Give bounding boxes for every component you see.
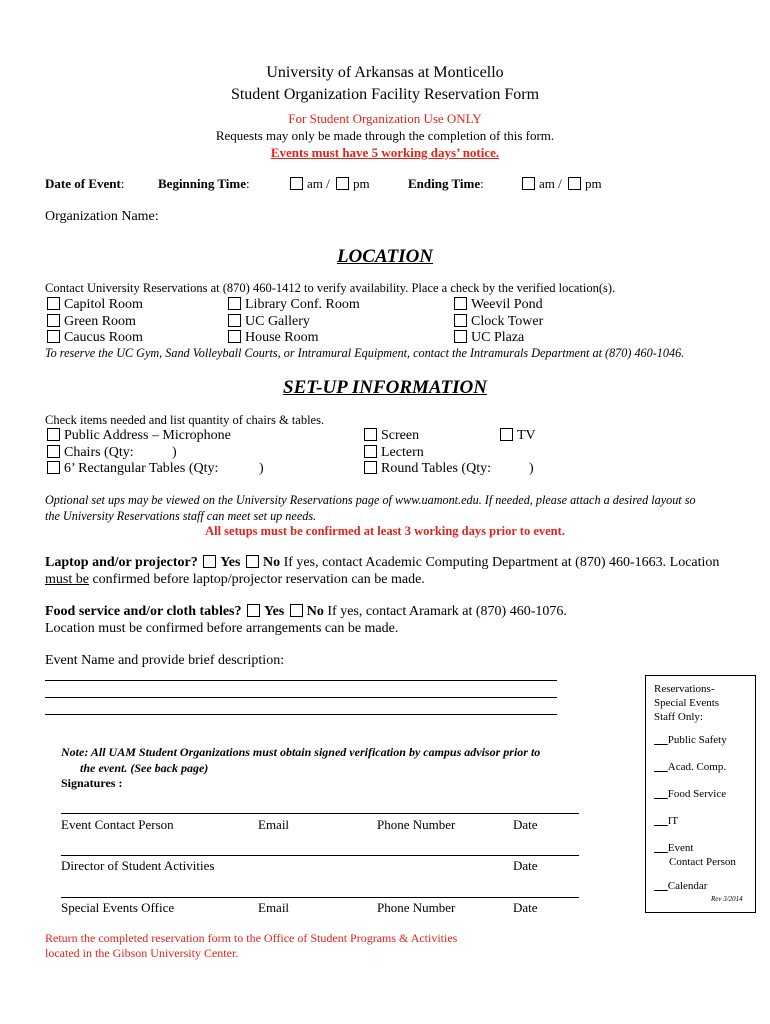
checkbox-icon[interactable] xyxy=(228,330,241,343)
food-yes-checkbox[interactable] xyxy=(247,604,260,617)
staff-item-event-contact[interactable]: Event Contact Person xyxy=(667,842,736,868)
special-events-office-label: Special Events Office xyxy=(61,900,175,915)
beginning-time-ampm: am / pm xyxy=(290,176,370,192)
setup-chairs[interactable]: Chairs (Qty: xyxy=(47,445,134,462)
location-uc-plaza[interactable]: UC Plaza xyxy=(454,330,524,347)
return-instructions-line-1: Return the completed reservation form to the Office of Student Programs & Activities xyxy=(45,931,458,945)
beginning-time-label: Beginning Time: xyxy=(158,176,250,191)
begin-pm-checkbox[interactable] xyxy=(336,177,349,190)
description-line-3[interactable] xyxy=(45,714,557,715)
ending-time-ampm: am / pm xyxy=(522,176,602,192)
setup-lectern[interactable]: Lectern xyxy=(364,445,424,462)
setup-round-tables[interactable]: Round Tables (Qty: xyxy=(364,461,491,478)
event-description-label: Event Name and provide brief description: xyxy=(45,653,285,668)
intramurals-note: To reserve the UC Gym, Sand Volleyball Courts, or Intramural Equipment, contact the Intramurals Department at (870) 460-1046. xyxy=(45,346,685,360)
description-line-1[interactable] xyxy=(45,680,557,681)
director-label: Director of Student Activities xyxy=(61,858,215,873)
signature-line-special-events[interactable] xyxy=(61,897,579,898)
checkbox-icon[interactable] xyxy=(500,428,513,441)
checkbox-icon[interactable] xyxy=(228,297,241,310)
food-no-checkbox[interactable] xyxy=(290,604,303,617)
revision-date: Rev 3/2014 xyxy=(711,895,743,903)
event-contact-person-label: Event Contact Person xyxy=(61,817,174,832)
staff-item-public-safety[interactable]: Public Safety xyxy=(667,734,727,746)
university-name: University of Arkansas at Monticello xyxy=(266,64,504,81)
checkbox-icon[interactable] xyxy=(454,314,467,327)
checkbox-icon[interactable] xyxy=(47,461,60,474)
laptop-yes-checkbox[interactable] xyxy=(203,555,216,568)
date-label: Date xyxy=(513,858,538,873)
checkbox-icon[interactable] xyxy=(47,297,60,310)
staff-item-it[interactable]: IT xyxy=(667,815,679,827)
setup-screen[interactable]: Screen xyxy=(364,428,419,445)
optional-setups-note-1: Optional set ups may be viewed on the University Reservations page of www.uamont.edu. If needed, please attach a desired layout so xyxy=(45,493,696,507)
end-pm-checkbox[interactable] xyxy=(568,177,581,190)
checkbox-icon[interactable] xyxy=(454,297,467,310)
checkbox-icon[interactable] xyxy=(454,330,467,343)
signature-line-event-contact[interactable] xyxy=(61,813,579,814)
signature-line-director[interactable] xyxy=(61,855,579,856)
food-service-line: Food service and/or cloth tables? Yes No If yes, contact Aramark at (870) 460-1076. xyxy=(45,604,567,619)
staff-box-title: Reservations- Special Events Staff Only: xyxy=(654,683,720,723)
location-clock-tower[interactable]: Clock Tower xyxy=(454,314,543,331)
checkbox-icon[interactable] xyxy=(47,428,60,441)
checkbox-icon[interactable] xyxy=(228,314,241,327)
advisor-note-line-2: the event. (See back page) xyxy=(80,761,209,775)
location-uc-gallery[interactable]: UC Gallery xyxy=(228,314,310,331)
location-capitol-room[interactable]: Capitol Room xyxy=(47,297,143,314)
checkbox-icon[interactable] xyxy=(364,445,377,458)
begin-am-checkbox[interactable] xyxy=(290,177,303,190)
date-label: Date xyxy=(513,817,538,832)
description-line-2[interactable] xyxy=(45,697,557,698)
email-label: Email xyxy=(258,900,290,915)
setup-round-tables-close: ) xyxy=(529,461,534,476)
ending-time-label: Ending Time: xyxy=(408,176,484,191)
location-green-room[interactable]: Green Room xyxy=(47,314,136,331)
location-library-conf-room[interactable]: Library Conf. Room xyxy=(228,297,360,314)
advisor-note-line-1: Note: All UAM Student Organizations must obtain signed verification by campus advisor prior to xyxy=(61,745,541,759)
setup-rect-tables[interactable]: 6’ Rectangular Tables (Qty: xyxy=(47,461,218,478)
form-title: Student Organization Facility Reservation Form xyxy=(230,86,540,103)
checkbox-icon[interactable] xyxy=(47,445,60,458)
food-confirm-line: Location must be confirmed before arrangements can be made. xyxy=(45,621,399,636)
setup-tv[interactable]: TV xyxy=(500,428,536,445)
location-house-room[interactable]: House Room xyxy=(228,330,319,347)
checkbox-icon[interactable] xyxy=(364,428,377,441)
notice-requirement: Events must have 5 working days’ notice. xyxy=(270,145,500,160)
location-heading: LOCATION xyxy=(336,246,434,267)
checkbox-icon[interactable] xyxy=(364,461,377,474)
setup-public-address[interactable]: Public Address – Microphone xyxy=(47,428,231,445)
date-of-event-label: Date of Event: xyxy=(45,176,125,191)
optional-setups-note-2: the University Reservations staff can meet set up needs. xyxy=(45,509,317,523)
phone-number-label: Phone Number xyxy=(377,817,456,832)
setup-heading: SET-UP INFORMATION xyxy=(283,377,487,398)
location-instructions: Contact University Reservations at (870) 460-1412 to verify availability. Place a check by the verified location(s). xyxy=(45,281,616,295)
laptop-confirm-line: must be confirmed before laptop/projector reservation can be made. xyxy=(45,572,425,587)
setups-confirm-note: All setups must be confirmed at least 3 working days prior to event. xyxy=(205,524,565,538)
location-weevil-pond[interactable]: Weevil Pond xyxy=(454,297,543,314)
end-am-checkbox[interactable] xyxy=(522,177,535,190)
checkbox-icon[interactable] xyxy=(47,314,60,327)
location-caucus-room[interactable]: Caucus Room xyxy=(47,330,143,347)
checkbox-icon[interactable] xyxy=(47,330,60,343)
signatures-label: Signatures : xyxy=(61,776,123,790)
laptop-no-checkbox[interactable] xyxy=(246,555,259,568)
return-instructions-line-2: located in the Gibson University Center. xyxy=(45,946,239,960)
staff-item-acad-comp[interactable]: Acad. Comp. xyxy=(667,761,727,773)
date-label: Date xyxy=(513,900,538,915)
staff-item-food-service[interactable]: Food Service xyxy=(667,788,727,800)
organization-name-label: Organization Name: xyxy=(45,209,159,224)
phone-number-label: Phone Number xyxy=(377,900,456,915)
setup-rect-tables-close: ) xyxy=(259,461,264,476)
laptop-projector-line: Laptop and/or projector? Yes No If yes, contact Academic Computing Department at (870) 460-1663. Location xyxy=(45,555,720,570)
setup-instructions: Check items needed and list quantity of chairs & tables. xyxy=(45,413,325,427)
use-only-note: For Student Organization Use ONLY xyxy=(288,111,482,126)
staff-item-calendar[interactable]: Calendar xyxy=(667,880,708,892)
email-label: Email xyxy=(258,817,290,832)
requests-note: Requests may only be made through the completion of this form. xyxy=(215,128,555,143)
setup-chairs-close: ) xyxy=(172,445,177,460)
